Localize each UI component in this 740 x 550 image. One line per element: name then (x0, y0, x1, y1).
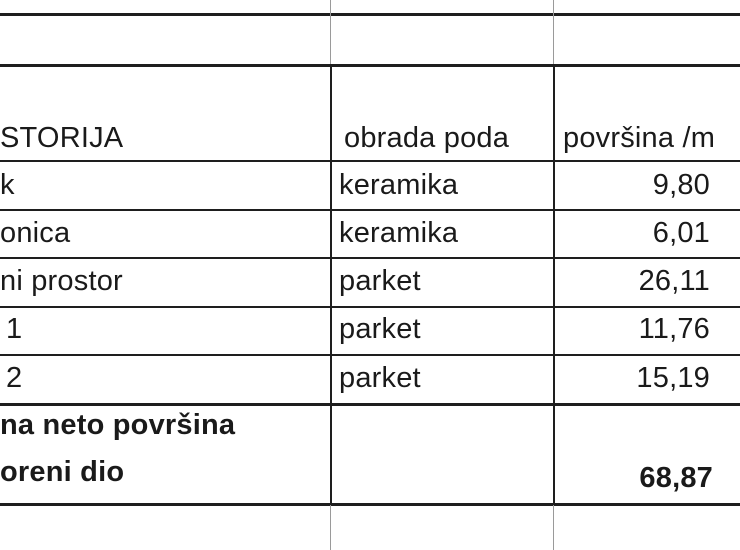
table-rule-top (0, 13, 740, 16)
row-4-area: 11,76 (638, 313, 710, 345)
row-2-floor-finish: keramika (339, 217, 459, 249)
row-1-floor-finish: keramika (339, 169, 459, 201)
header-area: površina /m (563, 122, 716, 154)
row-5-floor-finish: parket (339, 362, 421, 394)
total-area-value: 68,87 (639, 462, 713, 494)
row-2-area: 6,01 (652, 217, 710, 249)
header-floor-finish: obrada poda (344, 122, 510, 154)
table-rule-total-top (0, 403, 740, 406)
row-5-room: 2 (6, 362, 23, 394)
row-3-floor-finish: parket (339, 265, 421, 297)
table-rule-header-top (0, 64, 740, 67)
total-label-line-1: na neto površina (0, 409, 236, 441)
row-5-area: 15,19 (636, 362, 710, 394)
table-column-divider-1-strong (330, 64, 332, 505)
table-column-divider-2-strong (553, 64, 555, 505)
row-1-area: 9,80 (652, 169, 710, 201)
table-rule-row-2 (0, 257, 740, 259)
table-rule-header-bottom (0, 160, 740, 162)
header-room: STORIJA (0, 122, 124, 154)
row-4-floor-finish: parket (339, 313, 421, 345)
table-rule-row-4 (0, 354, 740, 356)
row-1-room: k (0, 169, 15, 201)
row-3-area: 26,11 (638, 265, 710, 297)
table-rule-row-1 (0, 209, 740, 211)
row-3-room: ni prostor (0, 265, 123, 297)
total-label-line-2: oreni dio (0, 456, 125, 488)
row-4-room: 1 (6, 313, 23, 345)
table-rule-bottom (0, 503, 740, 506)
row-2-room: onica (0, 217, 71, 249)
table-rule-row-3 (0, 306, 740, 308)
